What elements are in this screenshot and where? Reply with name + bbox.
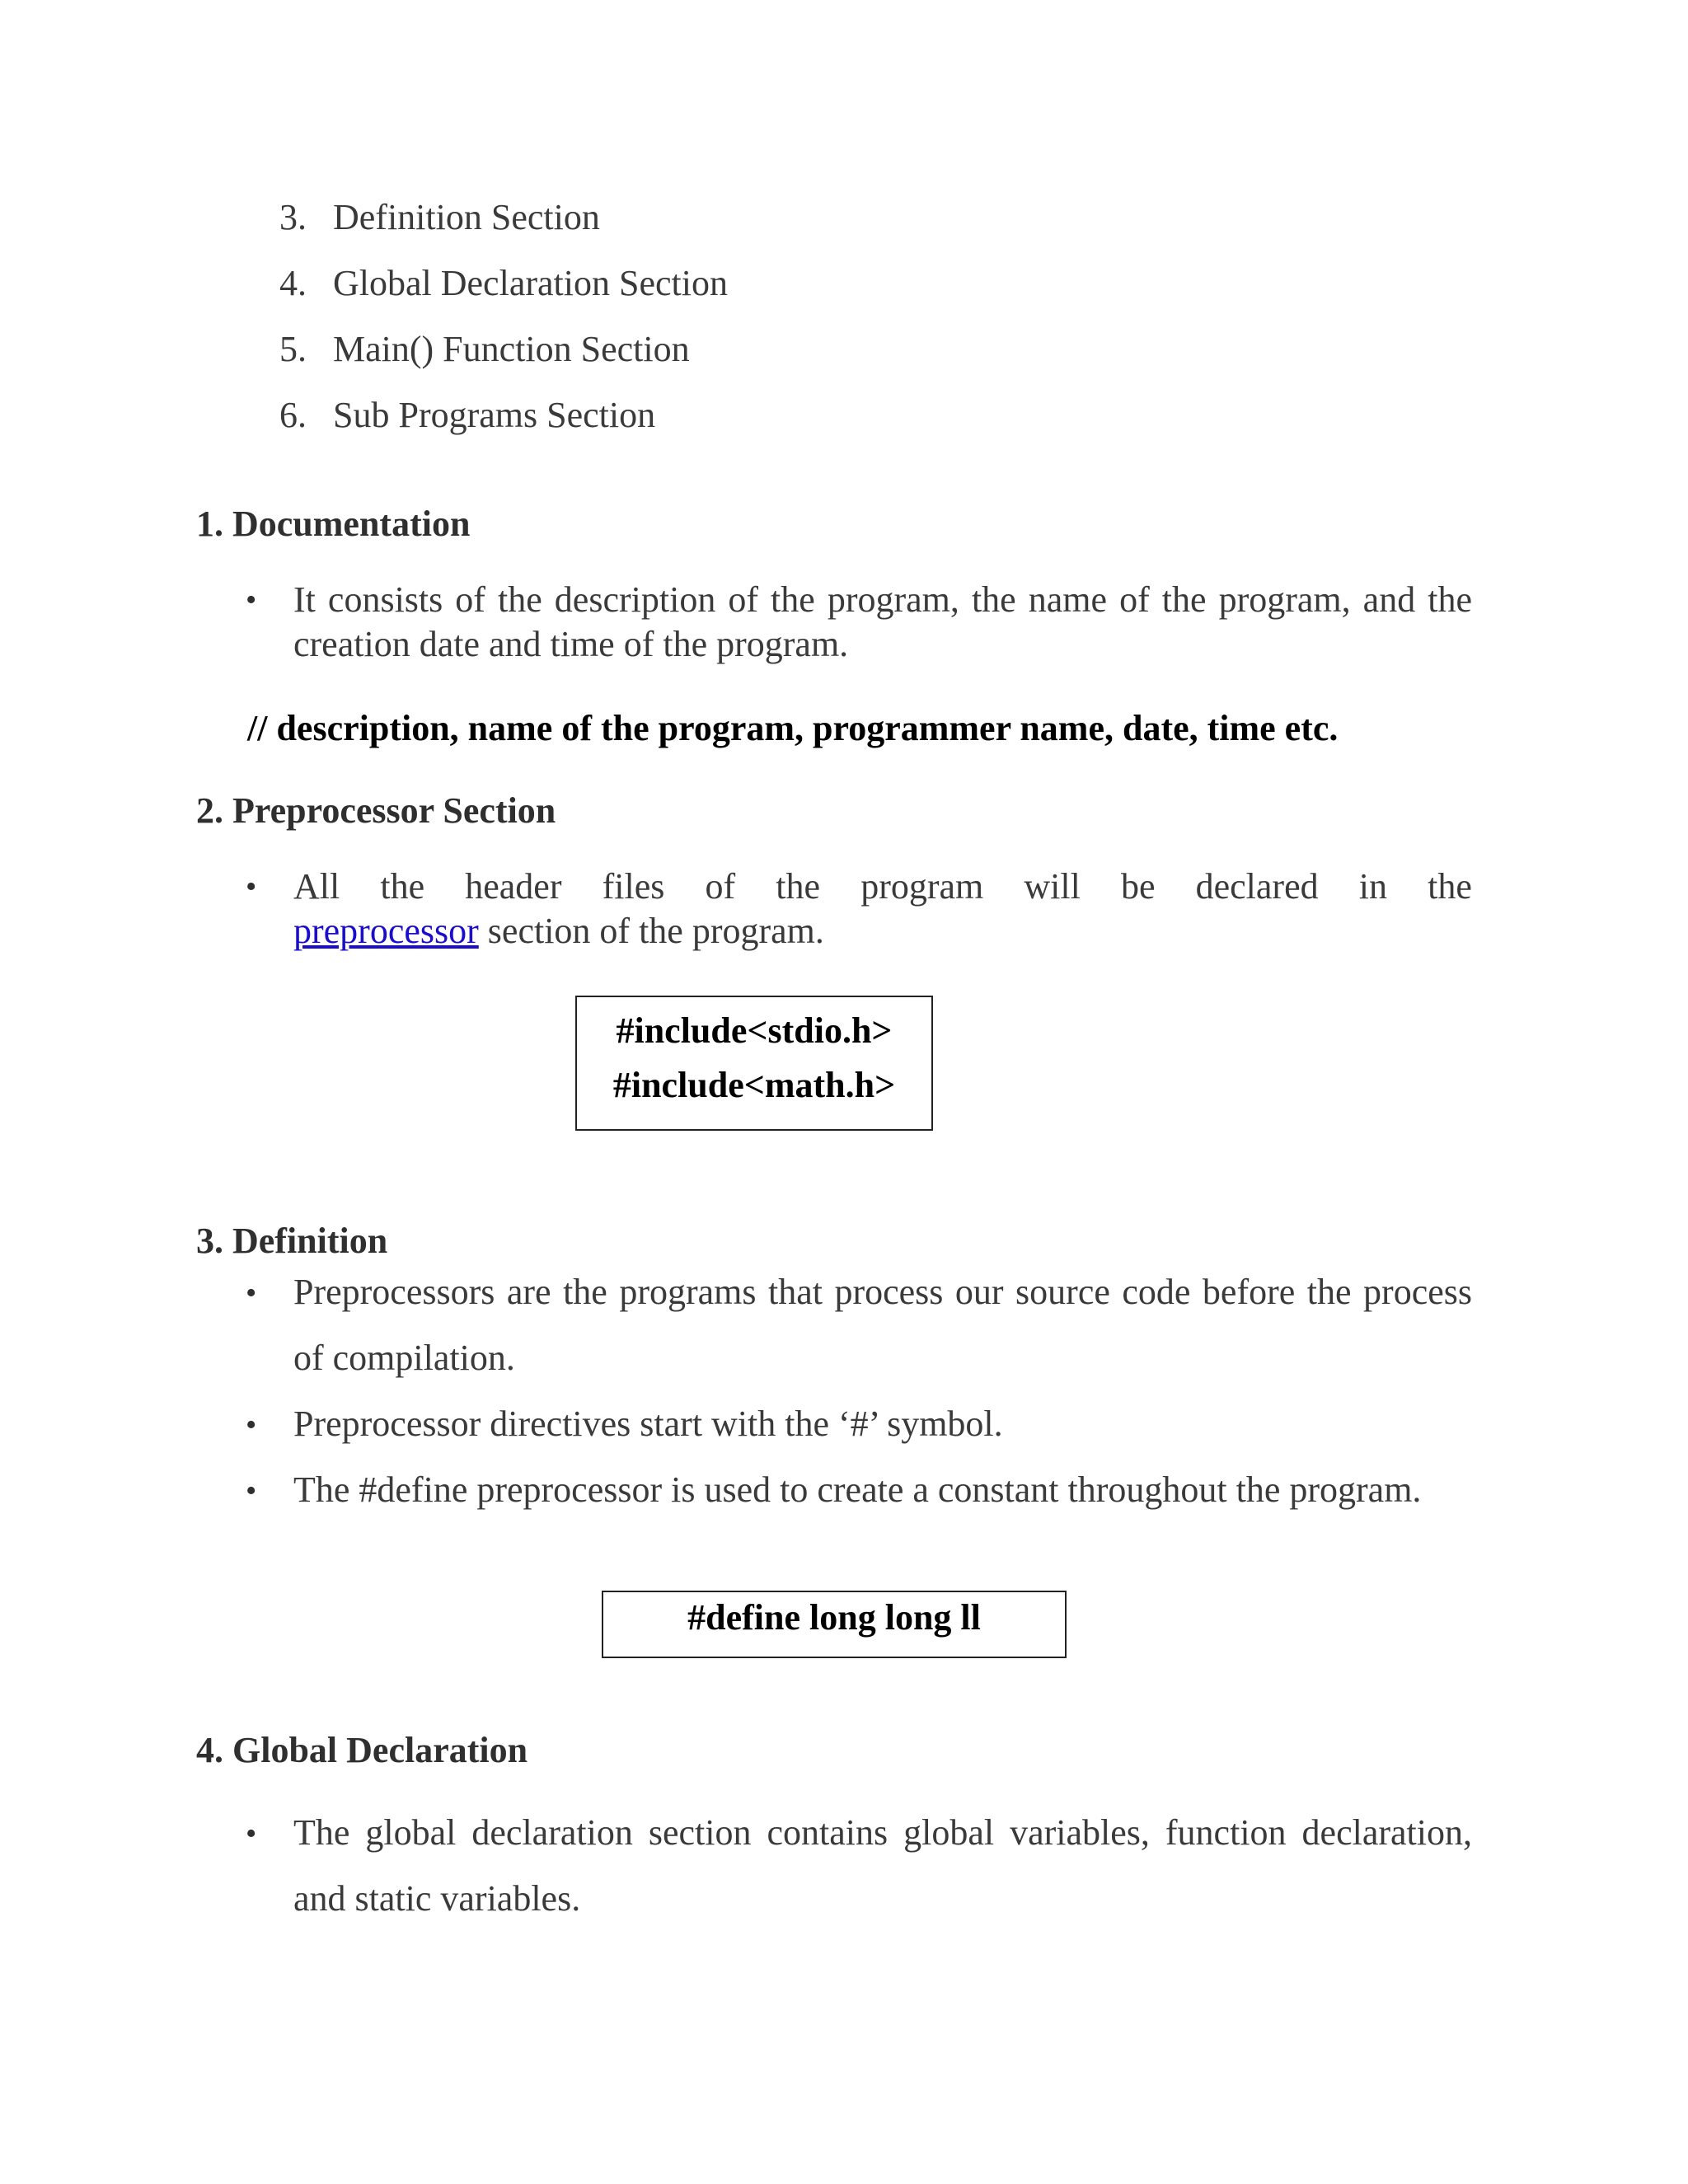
list-number: 3. xyxy=(279,197,307,237)
include-stdio-line: #include<stdio.h> xyxy=(616,1010,893,1051)
list-item xyxy=(270,196,930,239)
list-item xyxy=(270,328,930,371)
bullet-dot: • xyxy=(246,869,257,904)
list-number: 6. xyxy=(279,395,307,435)
bullet-dot: • xyxy=(246,1474,257,1508)
word: will xyxy=(1024,866,1081,907)
documentation-comment: // description, name of the program, programmer name, date, time etc. xyxy=(247,708,1339,748)
word: of xyxy=(705,866,736,907)
list-item xyxy=(270,394,930,437)
definition-bullet-1: Preprocessors are the programs that process our source code before the process of compilation. xyxy=(293,1272,1472,1378)
global-declaration-bullet: The global declaration section contains global variables, function declaration, and static variables. xyxy=(293,1812,1472,1919)
word: be xyxy=(1120,866,1156,907)
include-code-box xyxy=(575,996,933,1131)
bullet-dot: • xyxy=(246,1816,257,1851)
section-heading-definition: 3. Definition xyxy=(196,1221,388,1261)
section-heading-documentation: 1. Documentation xyxy=(196,504,471,544)
section-heading-global-declaration: 4. Global Declaration xyxy=(196,1730,528,1770)
bullet-dot: • xyxy=(246,1408,257,1442)
word: program xyxy=(860,866,984,907)
preprocessor-bullet-rest: section of the program. xyxy=(487,911,824,951)
list-label: Global Declaration Section xyxy=(333,263,728,303)
list-number: 4. xyxy=(279,263,307,303)
preprocessor-link[interactable]: preprocessor xyxy=(293,911,479,951)
list-label: Definition Section xyxy=(333,197,600,237)
word: files xyxy=(602,866,665,907)
section-heading-preprocessor: 2. Preprocessor Section xyxy=(196,790,556,831)
define-code-line: #define long long ll xyxy=(687,1597,981,1638)
documentation-bullet-text: It consists of the description of the program, the name of the program, and the creation date and time of the program. xyxy=(293,579,1472,664)
bullet-dot: • xyxy=(246,1276,257,1310)
word: the xyxy=(380,866,425,907)
word: declared xyxy=(1195,866,1319,907)
definition-bullet-3: The #define preprocessor is used to create a constant throughout the program. xyxy=(293,1469,1422,1510)
list-number: 5. xyxy=(279,329,307,369)
list-label: Main() Function Section xyxy=(333,329,690,369)
list-label: Sub Programs Section xyxy=(333,395,656,435)
preprocessor-bullet xyxy=(293,865,1472,954)
list-item xyxy=(270,262,930,305)
word: the xyxy=(1428,866,1472,907)
preprocessor-bullet-line xyxy=(293,865,1472,909)
word: in xyxy=(1358,866,1387,907)
word: All xyxy=(293,866,340,907)
definition-bullet-2: Preprocessor directives start with the ‘#’ symbol. xyxy=(293,1404,1003,1444)
define-code-box xyxy=(602,1591,1067,1658)
bullet-dot: • xyxy=(246,583,257,617)
word: the xyxy=(776,866,821,907)
word: header xyxy=(465,866,562,907)
include-math-line: #include<math.h> xyxy=(612,1065,896,1105)
